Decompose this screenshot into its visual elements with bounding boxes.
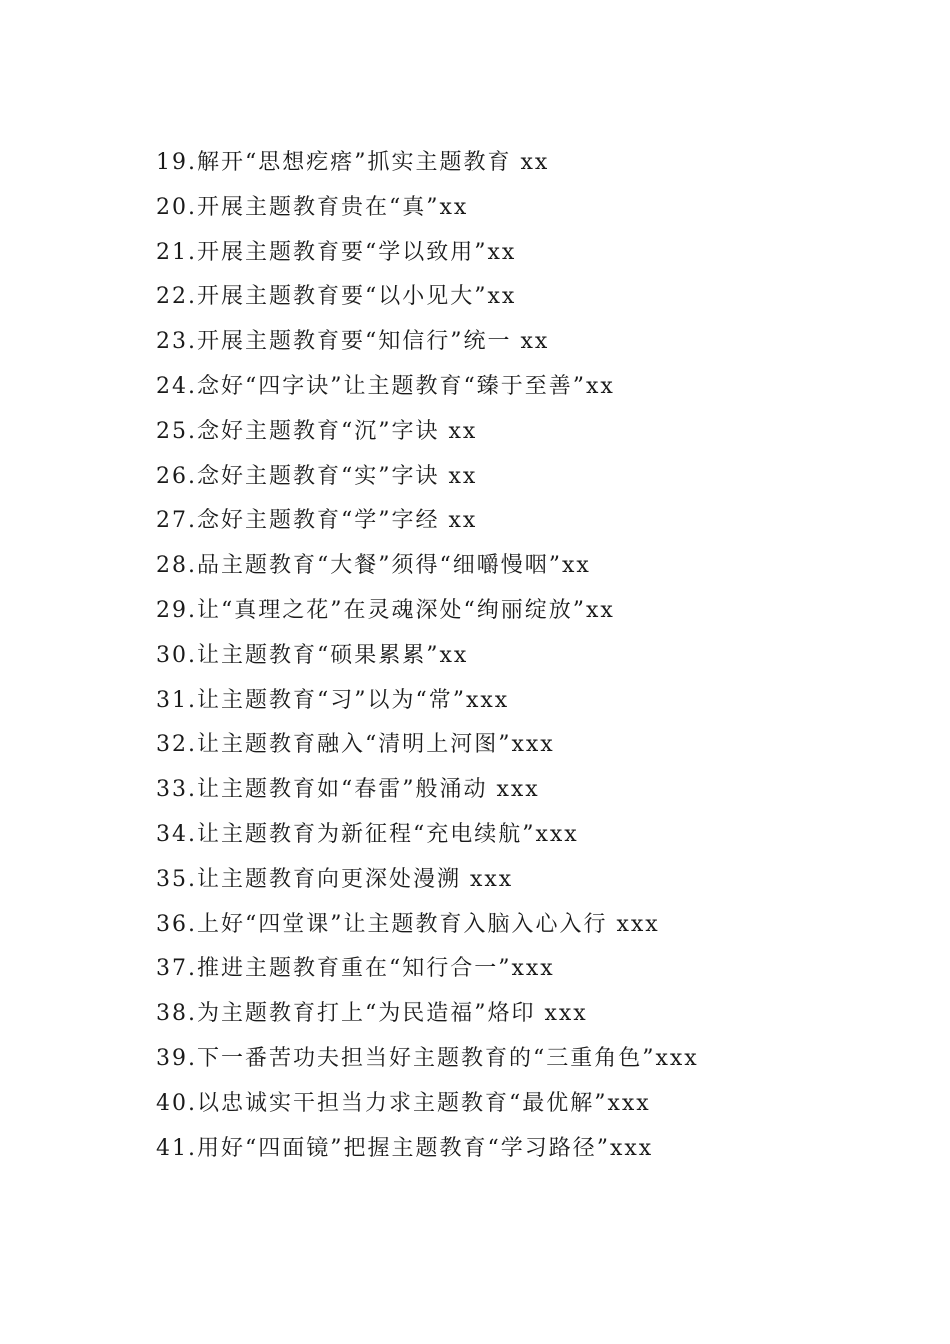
list-item: 31.让主题教育“习”以为“常”xxx [156,687,510,713]
list-item: 25.念好主题教育“沉”字诀 xx [156,418,478,444]
list-item: 20.开展主题教育贵在“真”xx [156,194,469,220]
list-item: 21.开展主题教育要“学以致用”xx [156,239,517,265]
list-item: 22.开展主题教育要“以小见大”xx [156,284,517,310]
list-item: 39.下一番苦功夫担当好主题教育的“三重角色”xxx [156,1045,699,1071]
toc-list [156,141,699,1171]
list-item: 32.让主题教育融入“清明上河图”xxx [156,732,555,758]
list-item: 35.让主题教育向更深处漫溯 xxx [156,866,514,892]
list-item: 38.为主题教育打上“为民造福”烙印 xxx [156,1001,588,1027]
list-item: 27.念好主题教育“学”字经 xx [156,508,478,534]
list-item: 30.让主题教育“硕果累累”xx [156,642,469,668]
list-item: 19.解开“思想疙瘩”抓实主题教育 xx [156,150,550,175]
list-item: 41.用好“四面镜”把握主题教育“学习路径”xxx [156,1135,654,1161]
list-item: 34.让主题教育为新征程“充电续航”xxx [156,821,579,847]
list-item: 33.让主题教育如“春雷”般涌动 xxx [156,777,540,803]
list-item: 24.念好“四字诀”让主题教育“臻于至善”xx [156,373,615,399]
list-item: 36.上好“四堂课”让主题教育入脑入心入行 xxx [156,911,660,937]
list-item: 29.让“真理之花”在灵魂深处“绚丽绽放”xx [156,597,615,623]
list-item: 23.开展主题教育要“知信行”统一 xx [156,329,550,355]
list-item: 40.以忠诚实干担当力求主题教育“最优解”xxx [156,1090,651,1116]
list-item: 28.品主题教育“大餐”须得“细嚼慢咽”xx [156,553,591,579]
list-item: 37.推进主题教育重在“知行合一”xxx [156,956,555,982]
list-item: 26.念好主题教育“实”字诀 xx [156,463,478,489]
